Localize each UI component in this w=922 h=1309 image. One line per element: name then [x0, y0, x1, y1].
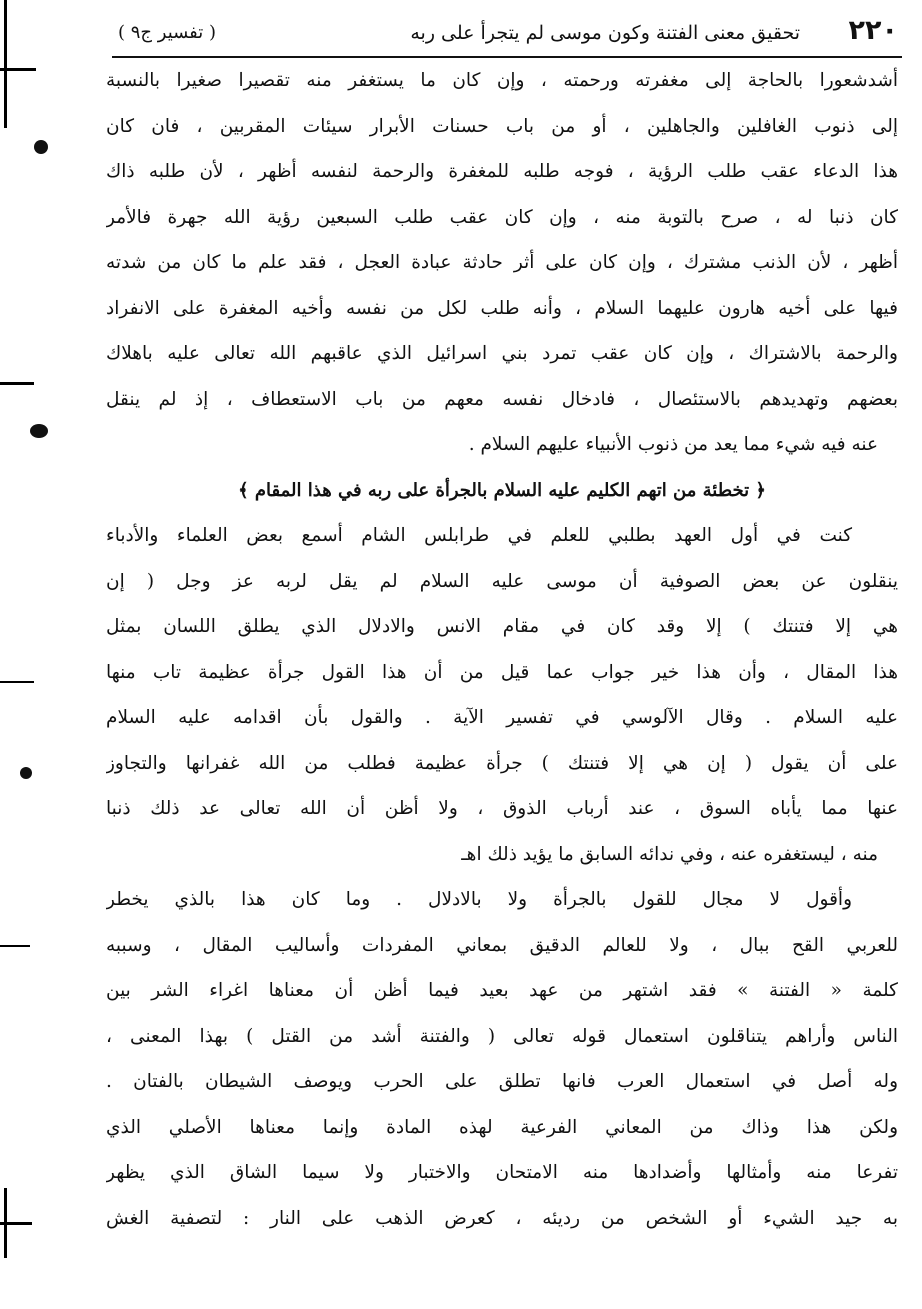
- text-line: تفرعا منه وأمثالها وأضدادها منه الامتحان والاختبار ولا سيما الشاق الذي يظهر: [106, 1162, 898, 1183]
- text-line: منه ، ليستغفره عنه ، وفي ندائه السابق ما يؤيد ذلك اهـ: [461, 843, 878, 865]
- text-line: للعربي القح ببال ، ولا للعالم الدقيق بمعاني المفردات وأساليب المقال ، وسببه: [106, 934, 898, 956]
- text-line: به جيد الشيء أو الشخص من رديئه ، كعرض الذهب على النار : لتصفية الغش: [106, 1207, 898, 1229]
- margin-tick-mark: [0, 382, 34, 385]
- text-line: عنه فيه شيء مما يعد من ذنوب الأنبياء عليهم السلام .: [468, 434, 878, 455]
- ink-blot-mark: [34, 140, 48, 154]
- text-line: أظهر ، لأن الذنب مشترك ، وإن كان على أثر حادثة عبادة العجل ، فقد علم ما كان من شدته: [106, 252, 898, 273]
- text-line: كنت في أول العهد بطلبي للعلم في طرابلس الشام أسمع بعض العلماء والأدباء: [106, 525, 852, 546]
- margin-tick-mark: [4, 1188, 7, 1258]
- text-line: عليه السلام . وقال الآلوسي في تفسير الآية . والقول بأن اقدامه عليه السلام: [106, 707, 898, 728]
- margin-tick-mark: [0, 681, 34, 683]
- text-line: فيها على أخيه هارون عليهما السلام ، وأنه طلب لكل من نفسه وأخيه المغفرة على الانفراد: [106, 297, 898, 319]
- running-header: [118, 14, 898, 54]
- body-text: [106, 58, 898, 1241]
- text-line: أشدشعورا بالحاجة إلى مغفرته ورحمته ، وإن كان ما يستغفر منه تقصيرا صغيرا بالنسبة: [106, 70, 898, 91]
- text-line: كان ذنبا له ، صرح بالتوبة منه ، وإن كان عقب طلب السبعين رؤية الله جهرة فالأمر: [106, 206, 898, 228]
- text-line: الناس وأراهم يتناقلون استعمال قوله تعالى ( والفتنة أشد من القتل ) بهذا المعنى ،: [106, 1025, 898, 1047]
- text-line: كلمة « الفتنة » فقد اشتهر من عهد بعيد فيما أظن أن معناها اغراء الشر بين: [106, 980, 898, 1001]
- header-volume: ( تفسير ج٩ ): [118, 22, 217, 43]
- text-line: والرحمة بالاشتراك ، وإن كان عقب تمرد بني اسرائيل الذي عاقبهم الله تعالى عليه باهلاك: [106, 343, 898, 364]
- section-heading: ﴿ تخطئة من اتهم الكليم عليه السلام بالجرأة على ربه في هذا المقام ﴾: [238, 479, 766, 501]
- ink-blot-mark: [20, 767, 32, 779]
- page-number: ٢٢٠: [848, 15, 898, 46]
- text-line: إلى ذنوب الغافلين والجاهلين ، أو من باب حسنات الأبرار سيئات المقربين ، فان كان: [106, 115, 898, 137]
- text-line: هذا المقال ، وأن هذا خير جواب عما قيل من أن هذا القول جرأة عظيمة تاب منها: [106, 661, 898, 683]
- margin-tick-mark: [4, 0, 7, 128]
- margin-tick-mark: [0, 945, 30, 947]
- text-line: هي إلا فتنتك ) إلا وقد كان في مقام الانس والادلال الذي يطلق اللسان بمثل: [106, 616, 898, 637]
- text-line: هذا الدعاء عقب طلب الرؤية ، فوجه طلبه للمغفرة والرحمة لنفسه أظهر ، لأن طلبه ذاك: [106, 161, 898, 182]
- header-title: تحقيق معنى الفتنة وكون موسى لم يتجرأ على ربه: [410, 22, 800, 44]
- text-line: على أن يقول ( إن هي إلا فتنتك ) جرأة عظيمة فطلب من الله غفرانها والتجاوز: [106, 752, 898, 774]
- text-line: وله أصل في استعمال العرب فانها تطلق على الحرب ويوصف الشيطان بالفتان .: [106, 1071, 898, 1092]
- text-line: عنها مما يأباه السوق ، عند أرباب الذوق ، ولا أظن أن الله تعالى عد ذلك ذنبا: [106, 798, 898, 819]
- text-line: ينقلون عن بعض الصوفية أن موسى عليه السلام لم يقل لربه عز وجل ( إن: [106, 570, 898, 592]
- text-line: بعضهم وتهديدهم بالاستئصال ، فادخال نفسه معهم من باب الاستعطاف ، إذ لم ينقل: [106, 388, 898, 410]
- ink-blot-mark: [30, 424, 48, 438]
- text-line: وأقول لا مجال للقول بالجرأة ولا بالادلال . وما كان هذا بالذي يخطر: [106, 889, 852, 910]
- text-line: ولكن هذا وذاك من المعاني الفرعية لهذه المادة وإنما معناها الأصلي الذي: [106, 1116, 898, 1138]
